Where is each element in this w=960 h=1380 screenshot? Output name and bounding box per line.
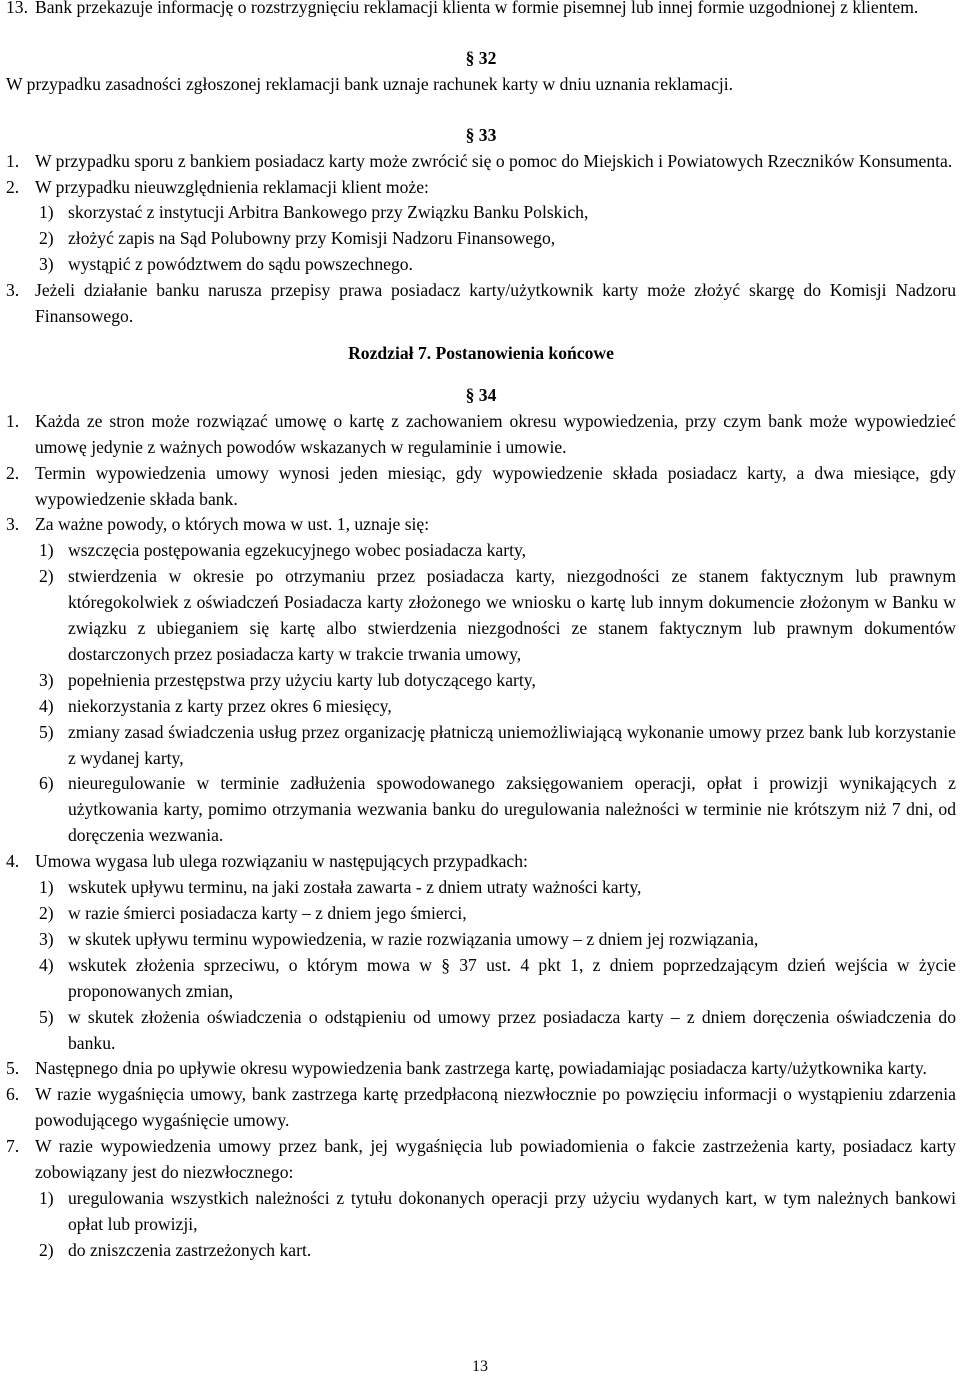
sub-text: stwierdzenia w okresie po otrzymaniu przez posiadacza karty, niezgodności ze stanem faktycznym lub prawnym któregokolwiek z oświadczeń Posiadacza karty złożonego we wniosku o kartę lub innym dokumencie złożonym w Banku w związku z ubieganiem się kartę albo stwierdzenia niezgodności ze stanem faktycznym lub prawnym dokumentów dostarczonych przez posiadacza karty w trakcie trwania umowy, [68, 566, 956, 664]
sub-text: w skutek złożenia oświadczenia o odstąpieniu od umowy przez posiadacza karty – z dniem doręczenia oświadczenia do banku. [68, 1006, 956, 1053]
item-text: W przypadku sporu z bankiem posiadacz karty może zwrócić się o pomoc do Miejskich i Powiatowych Rzeczników Konsumenta. [35, 150, 953, 171]
item-number: 2. [6, 462, 20, 483]
section-33-item-3 [6, 278, 956, 330]
item-number: 7. [6, 1136, 20, 1157]
section-34-item-4-sub-3 [6, 927, 956, 953]
item-number: 3. [6, 280, 20, 301]
section-34-item-3-sub-4 [6, 694, 956, 720]
sub-text: do zniszczenia zastrzeżonych kart. [68, 1239, 312, 1260]
sub-number: 6) [39, 773, 54, 794]
section-33-item-2 [6, 175, 956, 201]
section-34-item-6 [6, 1082, 956, 1134]
section-32-heading: § 32 [465, 47, 497, 68]
sub-text: w skutek upływu terminu wypowiedzenia, w razie rozwiązania umowy – z dniem jej rozwiązania, [68, 928, 759, 949]
item-text: Termin wypowiedzenia umowy wynosi jeden miesiąc, gdy wypowiedzenie składa posiadacz karty, a dwa miesiące, gdy wypowiedzenie składa bank. [35, 462, 956, 509]
sub-text: w razie śmierci posiadacza karty – z dniem jego śmierci, [68, 903, 467, 923]
section-34-item-3-sub-6 [6, 771, 956, 849]
section-34-item-4 [6, 849, 956, 875]
item-number: 5. [6, 1058, 20, 1079]
page-number: 13 [472, 1358, 488, 1375]
sub-number: 4) [39, 954, 54, 975]
section-33-item-1 [6, 149, 956, 175]
sub-text: wskutek złożenia sprzeciwu, o którym mowa w § 37 ust. 4 pkt 1, z dniem poprzedzającym dzień wejścia w życie proponowanych zmian, [68, 954, 956, 1001]
item-text: W razie wygaśnięcia umowy, bank zastrzega kartę przedpłaconą niezwłocznie po powzięciu informacji o wystąpieniu zdarzenia powodującego wygaśnięcie umowy. [35, 1084, 956, 1131]
section-34-item-1 [6, 409, 956, 461]
sub-text: skorzystać z instytucji Arbitra Bankowego przy Związku Banku Polskich, [68, 202, 589, 223]
sub-number: 3) [39, 669, 54, 690]
section-34-item-3 [6, 512, 956, 538]
sub-number: 2) [39, 228, 54, 249]
sub-number: 2) [39, 566, 54, 587]
section-33-heading: § 33 [465, 124, 497, 145]
section-34-item-4-sub-4 [6, 953, 956, 1005]
sub-text: złożyć zapis na Sąd Polubowny przy Komisji Nadzoru Finansowego, [68, 228, 556, 249]
sub-number: 1) [39, 202, 54, 223]
section-33-item-2-sub-2 [6, 226, 956, 252]
section-34-item-7-sub-1 [6, 1186, 956, 1238]
sub-number: 5) [39, 1006, 54, 1027]
sub-text: wskutek upływu terminu, na jaki została zawarta - z dniem utraty ważności karty, [68, 877, 642, 898]
item-text: W razie wypowiedzenia umowy przez bank, jej wygaśnięcia lub powiadomienia o fakcie zastrzeżenia karty, posiadacz karty zobowiązany jest do niezwłocznego: [35, 1136, 956, 1183]
section-34-item-2 [6, 461, 956, 513]
section-33-item-2-sub-3 [6, 252, 956, 278]
section-34-item-4-sub-2 [6, 901, 956, 927]
sub-number: 1) [39, 540, 54, 561]
paragraph-13 [6, 0, 956, 21]
item-text: Bank przekazuje informację o rozstrzygnięciu reklamacji klienta w formie pisemnej lub innej formie uzgodnionej z klientem. [35, 0, 919, 17]
item-number: 4. [6, 851, 20, 872]
item-number: 2. [6, 176, 20, 197]
section-34-item-7-sub-2 [6, 1238, 956, 1264]
section-34-item-3-sub-3 [6, 668, 956, 694]
section-34-item-4-sub-1 [6, 875, 956, 901]
sub-number: 4) [39, 695, 54, 716]
section-34-item-3-sub-2 [6, 564, 956, 668]
item-text: W przypadku nieuwzględnienia reklamacji klient może: [35, 176, 429, 197]
section-34-item-4-sub-5 [6, 1005, 956, 1057]
sub-text: zmiany zasad świadczenia usług przez organizację płatniczą uniemożliwiającą wykonanie umowy przez bank lub korzystanie z wydanej karty, [68, 721, 956, 768]
section-34-heading: § 34 [465, 384, 497, 405]
sub-text: popełnienia przestępstwa przy użyciu karty lub dotyczącego karty, [68, 669, 536, 690]
item-text: Każda ze stron może rozwiązać umowę o kartę z zachowaniem okresu wypowiedzenia, przy czym bank może wypowiedzieć umowę jedynie z ważnych powodów wskazanych w regulaminie i umowie. [35, 410, 956, 457]
sub-text: wszczęcia postępowania egzekucyjnego wobec posiadacza karty, [68, 540, 527, 561]
section-34-item-5 [6, 1056, 956, 1082]
sub-text: niekorzystania z karty przez okres 6 miesięcy, [68, 695, 392, 716]
item-number: 3. [6, 514, 20, 535]
item-number: 1. [6, 150, 20, 171]
sub-number: 2) [39, 903, 54, 923]
section-34-item-3-sub-5 [6, 720, 956, 772]
sub-number: 5) [39, 721, 54, 742]
document-page [6, 0, 956, 1264]
item-number: 6. [6, 1084, 20, 1105]
section-34-item-7 [6, 1134, 956, 1186]
sub-number: 2) [39, 1239, 54, 1260]
item-text: Następnego dnia po upływie okresu wypowiedzenia bank zastrzega kartę, powiadamiając posiadacza karty/użytkownika karty. [35, 1058, 927, 1079]
item-number: 13. [6, 0, 28, 17]
sub-number: 3) [39, 928, 54, 949]
sub-number: 1) [39, 877, 54, 898]
sub-text: wystąpić z powództwem do sądu powszechnego. [68, 254, 413, 275]
sub-text: nieuregulowanie w terminie zadłużenia spowodowanego zaksięgowaniem operacji, opłat i prowizji wynikających z użytkowania karty, pomimo otrzymania wezwania banku do uregulowania należności w terminie nie krótszym niż 7 dni, od doręczenia wezwania. [68, 773, 956, 846]
item-number: 1. [6, 410, 20, 431]
section-33-item-2-sub-1 [6, 200, 956, 226]
item-text: Jeżeli działanie banku narusza przepisy prawa posiadacz karty/użytkownik karty może złożyć skargę do Komisji Nadzoru Finansowego. [35, 280, 956, 327]
item-text: Za ważne powody, o których mowa w ust. 1, uznaje się: [35, 514, 430, 535]
section-34-item-3-sub-1 [6, 538, 956, 564]
section-32-text: W przypadku zasadności zgłoszonej reklamacji bank uznaje rachunek karty w dniu uznania reklamacji. [6, 73, 734, 94]
sub-text: uregulowania wszystkich należności z tytułu dokonanych operacji przy użyciu wydanych kart, w tym należnych bankowi opłat lub prowizji, [68, 1187, 956, 1234]
item-text: Umowa wygasa lub ulega rozwiązaniu w następujących przypadkach: [35, 851, 528, 872]
sub-number: 1) [39, 1187, 54, 1208]
chapter-7-heading: Rozdział 7. Postanowienia końcowe [348, 342, 614, 363]
sub-number: 3) [39, 254, 54, 275]
